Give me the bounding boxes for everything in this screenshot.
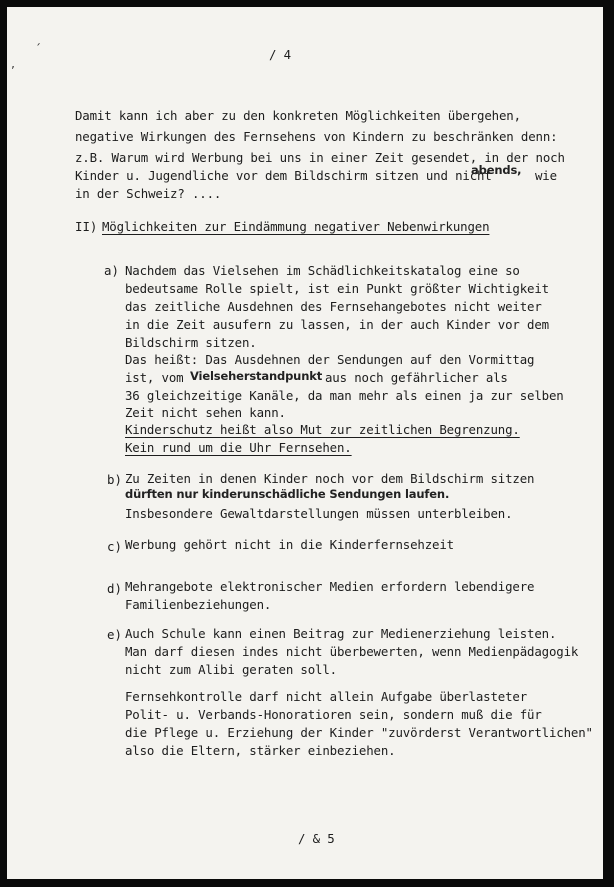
item-e-para2-line-1: Fernsehkontrolle darf nicht allein Aufgabe überlasteter [125, 689, 528, 704]
item-a-line-9: Zeit nicht sehen kann. [125, 405, 286, 420]
item-a-line-5: Bildschirm sitzen. [125, 335, 257, 350]
intro-line-4: Kinder u. Jugendliche vor dem Bildschirm sitzen und nicht [75, 168, 492, 183]
document-page [7, 7, 603, 879]
item-e-para2-line-4: also die Eltern, stärker einbeziehen. [125, 743, 396, 758]
item-c-line-1: Werbung gehört nicht in die Kinderfernsehzeit [125, 537, 454, 552]
item-b-label: b) [107, 472, 122, 487]
item-b-line-1: Zu Zeiten in denen Kinder noch vor dem Bildschirm sitzen [125, 471, 535, 486]
intro-line-1: Damit kann ich aber zu den konkreten Möglichkeiten übergehen, [75, 108, 521, 123]
item-e-para2-line-3: die Pflege u. Erziehung der Kinder "zuvörderst Verantwortlichen" [125, 725, 593, 740]
page-number-top: / 4 [269, 47, 291, 62]
item-a-emphasis-2: Kein rund um die Uhr Fernsehen. [125, 440, 352, 455]
item-a-line-6: Das heißt: Das Ausdehnen der Sendungen auf den Vormittag [125, 352, 535, 367]
intro-handwritten-abends: abends, [471, 163, 522, 177]
section-heading: Möglichkeiten zur Eindämmung negativer Nebenwirkungen [102, 219, 490, 234]
page-number-bottom: / & 5 [298, 831, 335, 846]
item-d-line-1: Mehrangebote elektronischer Medien erfordern lebendigere [125, 579, 535, 594]
item-d-label: d) [107, 581, 122, 596]
intro-line-5: in der Schweiz? .... [75, 186, 222, 201]
intro-line-2: negative Wirkungen des Fernsehens von Kindern zu beschränken denn: [75, 129, 558, 144]
item-e-label: e) [107, 627, 122, 642]
item-b-handwritten-line-2: dürften nur kinderunschädliche Sendungen laufen. [125, 487, 450, 501]
intro-line-3: z.B. Warum wird Werbung bei uns in einer Zeit gesendet, in der noch [75, 150, 565, 165]
item-a-label: a) [104, 263, 119, 278]
item-a-line-8: 36 gleichzeitige Kanäle, da man mehr als einen ja zur selben [125, 388, 564, 403]
item-a-line-4: in die Zeit ausufern zu lassen, in der auch Kinder vor dem [125, 317, 549, 332]
item-e-para2-line-2: Polit- u. Verbands-Honoratioren sein, sondern muß die für [125, 707, 542, 722]
item-b-line-3: Insbesondere Gewaltdarstellungen müssen unterbleiben. [125, 506, 513, 521]
item-a-line-2: bedeutsame Rolle spielt, ist ein Punkt größter Wichtigkeit [125, 281, 549, 296]
item-e-line-1: Auch Schule kann einen Beitrag zur Medienerziehung leisten. [125, 626, 557, 641]
margin-mark-top: ´ [35, 42, 41, 56]
item-a-emphasis-1: Kinderschutz heißt also Mut zur zeitlichen Begrenzung. [125, 422, 520, 437]
item-e-line-3: nicht zum Alibi geraten soll. [125, 662, 337, 677]
item-a-line-3: das zeitliche Ausdehnen des Fernsehangebotes nicht weiter [125, 299, 542, 314]
item-a-line-1: Nachdem das Vielsehen im Schädlichkeitskatalog eine so [125, 263, 520, 278]
intro-line-4-tail: wie [535, 168, 557, 183]
item-a-line-7-start: ist, vom [125, 370, 184, 385]
item-e-line-2: Man darf diesen indes nicht überbewerten, wenn Medienpädagogik [125, 644, 579, 659]
section-label: II) [75, 219, 98, 234]
margin-mark-left: ’ [11, 64, 15, 78]
item-c-label: c) [107, 539, 122, 554]
item-a-line-7-end: aus noch gefährlicher als [325, 370, 508, 385]
item-d-line-2: Familienbeziehungen. [125, 597, 272, 612]
item-a-handwritten-vielseherstandpunkt: Vielseherstandpunkt [190, 369, 323, 383]
